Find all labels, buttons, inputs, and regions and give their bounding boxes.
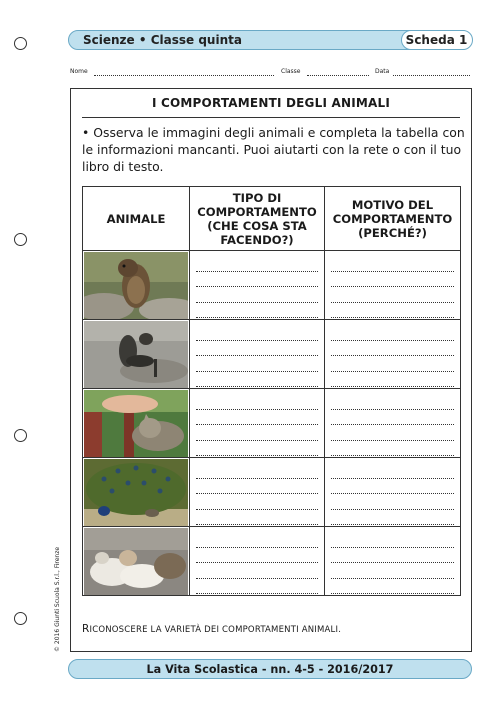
reason-answer[interactable] <box>325 389 461 458</box>
reason-answer[interactable] <box>325 320 461 389</box>
date-label: Data <box>375 68 390 75</box>
behavior-table <box>82 186 460 596</box>
class-label: Classe <box>281 68 301 75</box>
reason-answer[interactable] <box>325 458 461 527</box>
animal-cell <box>83 527 190 596</box>
behavior-answer[interactable] <box>190 389 325 458</box>
table-row <box>83 458 461 527</box>
behavior-answer[interactable] <box>190 320 325 389</box>
behavior-answer[interactable] <box>190 251 325 320</box>
copyright-notice: © 2016 Giunti Scuola S.r.l., Firenze <box>54 546 61 652</box>
objective-text: ICONOSCERE LA VARIETÀ DEI COMPORTAMENTI ANIMALI. <box>89 625 342 635</box>
learning-objective <box>82 623 341 635</box>
objective-initial: R <box>82 623 90 635</box>
cat-hand-photo <box>84 390 188 457</box>
header-reason: MOTIVO DEL COMPORTAMENTO (PERCHÉ?) <box>325 187 461 251</box>
marmot-photo <box>84 252 188 319</box>
table-row <box>83 389 461 458</box>
header-animal: ANIMALE <box>83 187 190 251</box>
header-subject: Scienze • Classe quinta <box>83 33 242 47</box>
animal-cell <box>83 458 190 527</box>
animal-cell <box>83 251 190 320</box>
kittens-photo <box>84 528 188 595</box>
animal-cell <box>83 389 190 458</box>
reason-answer[interactable] <box>325 527 461 596</box>
header-behavior: TIPO DI COMPORTAMENTO (CHE COSA STA FACENDO?) <box>190 187 325 251</box>
binder-hole-2 <box>14 233 27 246</box>
worksheet-title: I COMPORTAMENTI DEGLI ANIMALI <box>151 96 391 110</box>
table-row <box>83 251 461 320</box>
animal-cell <box>83 320 190 389</box>
student-info-row <box>70 68 470 78</box>
otter-photo <box>84 321 188 388</box>
name-label: Nome <box>70 68 88 75</box>
sheet-label: Scheda 1 <box>401 30 473 50</box>
name-field[interactable] <box>94 75 274 76</box>
binder-hole-3 <box>14 429 27 442</box>
table-row <box>83 320 461 389</box>
behavior-answer[interactable] <box>190 527 325 596</box>
table-row <box>83 527 461 596</box>
reason-answer[interactable] <box>325 251 461 320</box>
instructions-text: • Osserva le immagini degli animali e completa la tabella con le informazioni mancanti. Puoi aiutarti con la rete o con il tuo libro di testo. <box>82 125 465 174</box>
header-bar <box>68 30 472 50</box>
table-header-row <box>83 187 461 251</box>
binder-hole-4 <box>14 612 27 625</box>
date-field[interactable] <box>393 75 470 76</box>
binder-hole-1 <box>14 37 27 50</box>
behavior-answer[interactable] <box>190 458 325 527</box>
footer-bar: La Vita Scolastica - nn. 4-5 - 2016/2017 <box>68 659 472 679</box>
title-divider <box>82 117 460 118</box>
class-field[interactable] <box>307 75 369 76</box>
peacock-photo <box>84 459 188 526</box>
